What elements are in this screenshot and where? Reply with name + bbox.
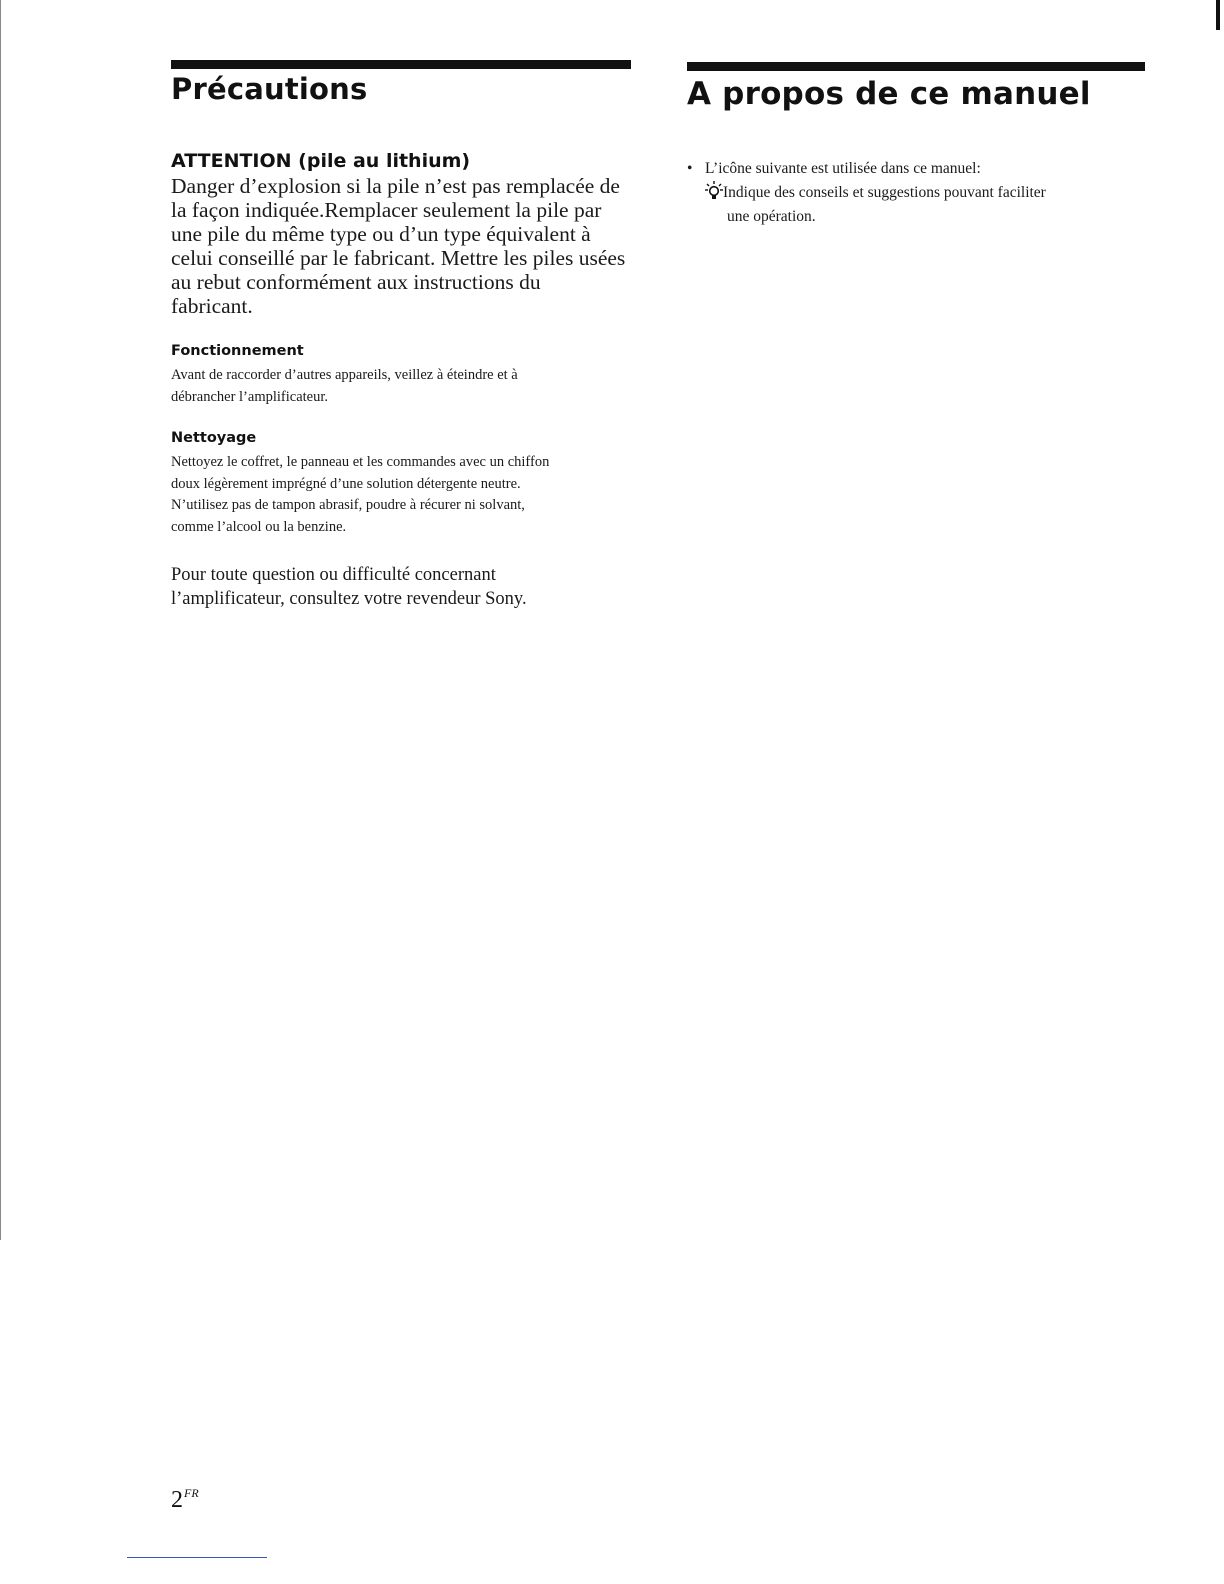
tip-text-continuation: une opération. [727,208,816,225]
left-title-rule [171,60,631,69]
manual-notes-list [687,157,1046,229]
bullet-icon: • [687,160,693,177]
right-title-rule [687,62,1145,71]
nettoyage-line: N’utilisez pas de tampon abrasif, poudre à récurer ni solvant, [171,497,525,513]
nettoyage-heading: Nettoyage [171,430,257,446]
section-title-precautions: Précautions [171,72,368,106]
section-title-about-manual: A propos de ce manuel [687,76,1091,112]
list-item [687,157,1046,181]
contact-text [171,563,527,611]
tip-row [687,181,1046,205]
fonctionnement-line: Avant de raccorder d’autres appareils, veillez à éteindre et à [171,367,518,383]
attention-line: celui conseillé par le fabricant. Mettre les piles usées [171,246,626,270]
attention-line: une pile du même type ou d’un type équivalent à [171,222,591,246]
nettoyage-line: doux légèrement imprégné d’une solution détergente neutre. [171,475,521,492]
contact-line: Pour toute question ou difficulté concernant [171,565,496,585]
bottom-scan-line [127,1557,267,1558]
contact-line: l’amplificateur, consultez votre revendeur Sony. [171,589,527,609]
right-edge-mark [1216,0,1220,30]
page-number [171,1486,199,1514]
list-item-text: L’icône suivante est utilisée dans ce manuel: [705,160,981,177]
attention-heading: ATTENTION (pile au lithium) [171,150,471,172]
fonctionnement-text [171,365,518,408]
fonctionnement-line: débrancher l’amplificateur. [171,388,329,405]
attention-line: fabricant. [171,294,253,318]
tip-text-line: Indique des conseils et suggestions pouvant faciliter [723,184,1046,201]
attention-line: au rebut conformément aux instructions du [171,270,541,294]
attention-line: Danger d’explosion si la pile n’est pas remplacée de [171,174,620,198]
lightbulb-icon [705,181,723,201]
nettoyage-text [171,452,549,538]
fonctionnement-heading: Fonctionnement [171,343,304,359]
attention-line: la façon indiquée.Remplacer seulement la pile par [171,198,602,222]
page-number-value: 2 [171,1487,183,1513]
nettoyage-line: comme l’alcool ou la benzine. [171,518,347,535]
nettoyage-line: Nettoyez le coffret, le panneau et les commandes avec un chiffon [171,454,550,470]
page-language-suffix: FR [184,1486,199,1500]
left-edge-line [0,0,1,1240]
attention-text [171,174,625,318]
